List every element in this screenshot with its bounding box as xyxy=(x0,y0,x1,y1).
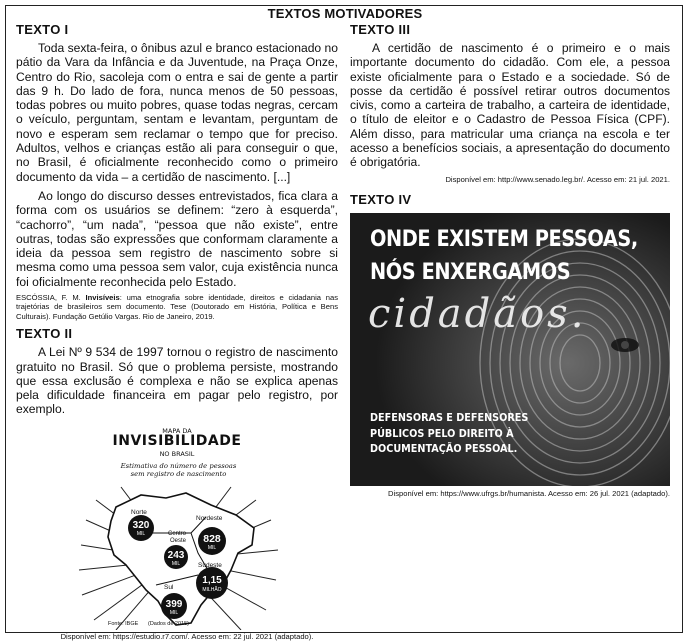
region-value-norte: 320 xyxy=(132,519,150,531)
region-value-sudeste: 1,15 xyxy=(202,574,222,586)
texto3-heading: TEXTO III xyxy=(350,22,411,37)
citation-title: Invisíveis xyxy=(85,293,120,303)
region-unit-centro-oeste: MIL xyxy=(171,560,181,567)
invisibility-map xyxy=(16,425,338,630)
texto2-paragraph-1: A Lei Nº 9 534 de 1997 tornou o registro de nascimento gratuito no Brasil. Só que o problema persiste, mostrando que essa exclusão é complexa e não se explica apenas pela dificuldade financeira em pagar pelo registro, por exemplo. xyxy=(16,345,338,417)
texto1-heading: TEXTO I xyxy=(16,22,69,37)
region-label-nordeste: Nordeste xyxy=(196,514,223,522)
poster-sub-1: DEFENSORAS E DEFENSORES xyxy=(370,412,529,425)
poster-line-2: NÓS ENXERGAMOS xyxy=(370,260,571,286)
map-year-note: (Dados de 2015) xyxy=(148,620,189,627)
poster-headline xyxy=(370,223,638,289)
texto2-caption: Disponível em: https://estudio.r7.com/. Acesso em: 22 jul. 2021 (adaptado). xyxy=(60,631,314,641)
texto3-caption: Disponível em: http://www.senado.leg.br/. Acesso em: 21 jul. 2021. xyxy=(445,174,670,184)
poster-sub-2: PÚBLICOS PELO DIREITO À xyxy=(370,427,514,440)
map-subtitle: Estimativa do número de pessoas sem registro de nascimento xyxy=(120,461,237,478)
region-unit-sul: MIL xyxy=(169,609,179,616)
right-column xyxy=(350,22,670,498)
citation-rest: : uma etnografia sobre identidade, direitos e cidadania nas trajetórias de brasileiros sem documento. Tese (Doutorado em História, Política e Bens Culturais). Fundação Getúlio Vargas. Rio de Janeiro, 2019. xyxy=(16,293,338,321)
poster-script: cidadãos. xyxy=(368,291,587,338)
texto1-citation xyxy=(16,293,338,321)
map-title: INVISIBILIDADE xyxy=(112,432,242,449)
map-title-small: MAPA DA xyxy=(162,426,192,435)
poster-line-1: ONDE EXISTEM PESSOAS, xyxy=(370,227,638,253)
page-title: TEXTOS MOTIVADORES xyxy=(267,6,423,21)
left-column xyxy=(16,22,338,641)
region-value-nordeste: 828 xyxy=(203,532,221,545)
region-unit-sudeste: MILHÃO xyxy=(202,586,222,593)
region-label-sul: Sul xyxy=(164,583,174,591)
texto3-paragraph-1: A certidão de nascimento é o primeiro e o mais importante documento do cidadão. Com ele, a pessoa existe oficialmente para o Estado e a sociedade. Só de posse da certidão é possível retirar outros documentos civis, como a carteira de trabalho, a carteira de identidade, o título de eleitor e o Cadastro de Pessoa Física (CPF). Além disso, para matricular uma criança na escola e ter acesso a benefícios sociais, a apresentação do documento é obrigatória. xyxy=(350,41,670,170)
map-source-note: Fonte: IBGE xyxy=(108,620,139,627)
region-label-centro-oeste: Centro-Oeste xyxy=(167,530,188,544)
map-title-sub: NO BRASIL xyxy=(159,449,195,458)
texto1-paragraph-1: Toda sexta-feira, o ônibus azul e branco estacionado no pátio da Vara da Infância e da Juventude, na Praça Onze, Centro do Rio, sacoleja com o entra e sai de gente a partir das 9 h. Do lado de fora, nunca menos de 50 pessoas, todas pobres ou muito pobres, quase todas negras, cercam o veículo, perguntam, sentam e levantam, perguntam de novo e esperam sem reclamar o tempo que for preciso. Adultos, velhos e crianças estão ali para conseguir o que, no Brasil, é oficialmente reconhecido como o primeiro documento da vida – a certidão de nascimento. [...] xyxy=(16,41,338,184)
texto1-paragraph-2: Ao longo do discurso desses entrevistados, fica clara a forma com os usuários se definem: “zero à esquerda”, “cachorro”, “um nada”, “pessoa que não existe”, entre outras, todas são expressões que conformam claramente a ideia da pessoa sem registro de nascimento sobre si mesma como uma pessoa sem valor, cuja existência nunca foi oficialmente reconhecida pelo Estado. xyxy=(16,188,338,289)
texto4-poster xyxy=(350,213,670,486)
texto4-caption: Disponível em: https://www.ufrgs.br/humanista. Acesso em: 26 jul. 2021 (adaptado). xyxy=(388,489,670,499)
citation-author: ESCÓSSIA, F. M. xyxy=(16,293,86,303)
region-value-centro-oeste: 243 xyxy=(167,549,185,561)
region-label-norte: Norte xyxy=(131,508,147,516)
texto2-heading: TEXTO II xyxy=(16,326,73,342)
poster-subtext xyxy=(370,411,528,458)
poster-sub-3: DOCUMENTAÇÃO PESSOAL. xyxy=(370,443,518,456)
region-value-sul: 399 xyxy=(165,598,183,610)
region-unit-nordeste: MIL xyxy=(207,544,217,551)
texto4-heading: TEXTO IV xyxy=(350,192,412,208)
region-unit-norte: MIL xyxy=(136,530,146,537)
region-label-sudeste: Sudeste xyxy=(198,561,222,569)
